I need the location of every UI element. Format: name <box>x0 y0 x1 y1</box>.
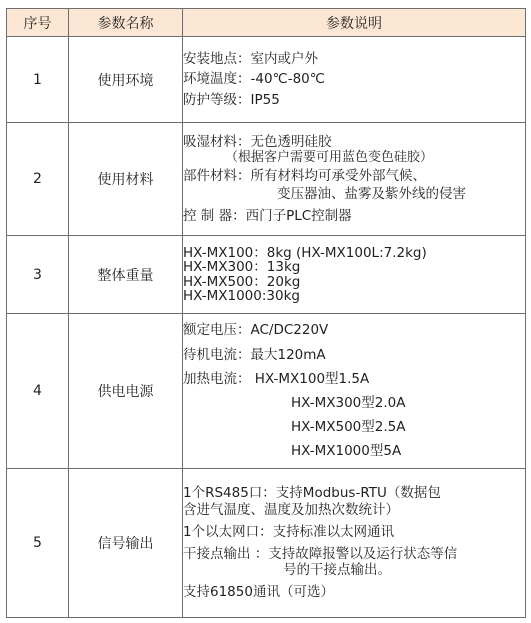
desc-line: 待机电流：最大120mA <box>183 346 326 363</box>
table-row <box>7 37 526 123</box>
desc-line: HX-MX500型2.5A <box>291 419 406 436</box>
header-no: 序号 <box>7 9 69 37</box>
desc-line: HX-MX300型2.0A <box>291 395 406 411</box>
param-name: 信号输出 <box>69 469 183 618</box>
table-row <box>7 314 526 469</box>
row-number: 3 <box>7 236 69 314</box>
desc-line: 1个RS485口：支持Modbus-RTU（数据包 <box>183 485 441 502</box>
desc-line: 号的干接点输出。 <box>283 562 391 579</box>
desc-line: HX-MX100：8kg (HX-MX100L:7.2kg) <box>183 245 427 262</box>
desc-line: 环境温度：-40℃-80℃ <box>183 71 325 88</box>
desc-line: 安装地点：室内或户外 <box>183 51 318 68</box>
header-name: 参数名称 <box>69 9 183 37</box>
table-row <box>7 469 526 618</box>
param-desc <box>183 37 526 123</box>
desc-line: 1个以太网口：支持标准以太网通讯 <box>183 523 395 540</box>
desc-line: HX-MX500：20kg <box>183 273 301 290</box>
desc-line: 控 制 器：西门子PLC控制器 <box>183 207 352 224</box>
param-desc <box>183 314 526 469</box>
param-name: 整体重量 <box>69 236 183 314</box>
table-header-row <box>7 9 526 37</box>
table-row <box>7 236 526 314</box>
row-number: 5 <box>7 469 69 618</box>
desc-line: HX-MX300：13kg <box>183 259 301 276</box>
param-name: 供电电源 <box>69 314 183 469</box>
spec-table <box>6 8 526 618</box>
desc-line: 支持61850通讯（可选） <box>183 584 334 601</box>
desc-line: HX-MX1000型5A <box>291 443 402 460</box>
param-desc <box>183 123 526 236</box>
desc-line: 加热电流： HX-MX100型1.5A <box>183 370 370 387</box>
param-name: 使用环境 <box>69 37 183 123</box>
desc-line: 部件材料：所有材料均可承受外部气候、 <box>183 167 426 184</box>
param-name: 使用材料 <box>69 123 183 236</box>
desc-line: HX-MX1000:30kg <box>183 287 300 304</box>
desc-line: 变压器油、盐雾及紫外线的侵害 <box>277 185 466 202</box>
param-desc <box>183 236 526 314</box>
desc-line: 额定电压：AC/DC220V <box>183 322 329 339</box>
desc-line: 吸湿材料：无色透明硅胶 <box>183 133 332 150</box>
table-row <box>7 123 526 236</box>
header-desc: 参数说明 <box>183 9 526 37</box>
desc-line: 含进气温度、温度及加热次数统计） <box>183 501 399 518</box>
param-desc <box>183 469 526 618</box>
desc-line: 防护等级：IP55 <box>183 91 280 108</box>
row-number: 1 <box>7 37 69 123</box>
desc-line: 干接点输出 ：支持故障报警以及运行状态等信 <box>183 546 458 562</box>
desc-note: （根据客户需要可用蓝色变色硅胶） <box>225 150 434 166</box>
row-number: 4 <box>7 314 69 469</box>
row-number: 2 <box>7 123 69 236</box>
